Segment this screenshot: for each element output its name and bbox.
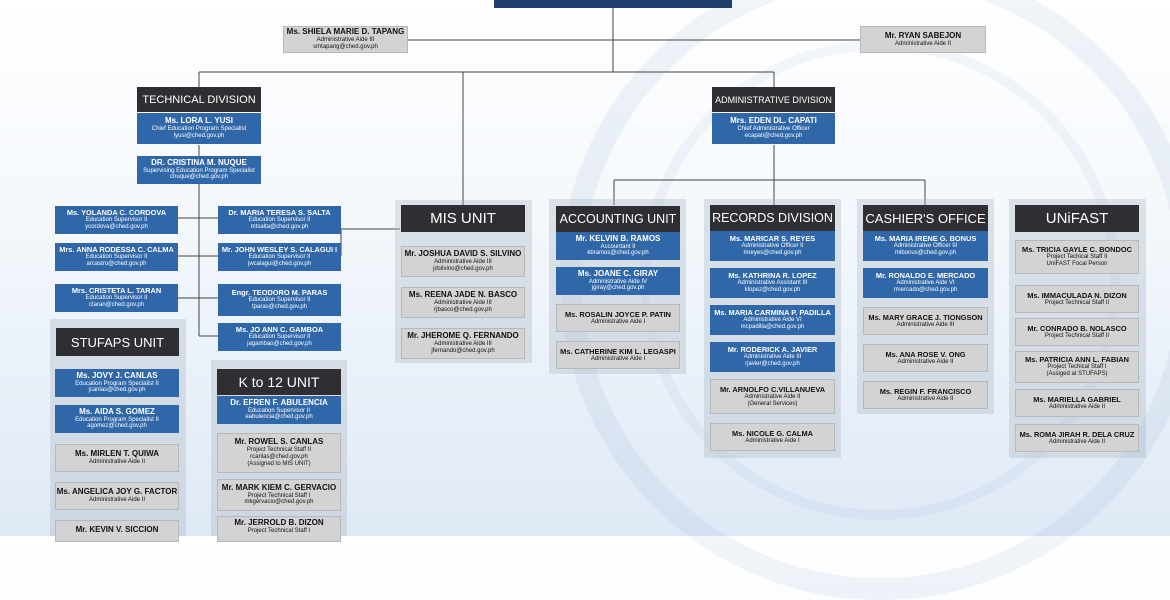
staff-title: Administrative Aide III — [896, 321, 955, 328]
staff-email: jgiray@ched.gov.ph — [591, 285, 645, 292]
staff-email: agomez@ched.gov.ph — [87, 423, 147, 430]
staff-title: Education Supervisor II — [85, 217, 148, 224]
mis-card-3 — [401, 328, 525, 359]
staff-email: mcpadilla@ched.gov.ph — [740, 324, 805, 331]
staff-name: Ms. MARY GRACE J. TIONGSON — [868, 312, 983, 322]
staff-title: Administrative Aide II — [744, 393, 801, 400]
staff-email: rmercado@ched.gov.ph — [893, 287, 958, 294]
accounting-header: ACCOUNTING UNIT — [556, 206, 680, 232]
staff-name: Mr. JERROLD B. DIZON — [234, 518, 324, 527]
staff-title: Project Technical Staff II — [246, 447, 312, 454]
unifast-card-4 — [1015, 351, 1139, 383]
staff-title: Education Supervisor II — [85, 254, 148, 261]
staff-title: Education Supervisor II — [248, 334, 311, 341]
staff-title: Administrative Aide II — [88, 459, 146, 466]
stufaps-header: STUFAPS UNIT — [56, 328, 179, 356]
technical-division-header: TECHNICAL DIVISION — [137, 87, 261, 112]
technical-right-card-1 — [218, 206, 341, 234]
staff-email: klopez@ched.gov.ph — [744, 287, 801, 294]
staff-note: (General Services) — [747, 400, 798, 407]
staff-email: mkgervacio@ched.gov.ph — [244, 499, 314, 506]
stufaps-card-2 — [55, 405, 179, 433]
staff-email: jwcalagui@ched.gov.ph — [247, 261, 312, 268]
staff-title: Accountant II — [600, 243, 636, 250]
staff-card-tapang — [283, 26, 408, 53]
staff-name: Dr. EFREN F. ABULENCIA — [230, 397, 328, 407]
staff-note: (Assiged at STUFAPS) — [1046, 371, 1108, 378]
staff-title: Education Supervisor II — [85, 295, 148, 302]
staff-email: tparas@ched.gov.ph — [251, 304, 307, 311]
staff-name: Mr. JOSHUA DAVID S. SILVINO — [404, 249, 522, 259]
staff-name: Ms. LORA L. YUSI — [164, 116, 233, 126]
staff-name: Ms. ROSALIN JOYCE P. PATIN — [565, 309, 671, 319]
admin-chief-card — [712, 113, 835, 144]
staff-email: rjbasco@ched.gov.ph — [434, 306, 492, 313]
staff-email: jagambao@ched.gov.ph — [247, 341, 312, 348]
cashier-header: CASHIER'S OFFICE — [863, 205, 988, 231]
staff-name: Mr. ARNOLFO C.VILLANUEVA — [719, 384, 826, 394]
staff-title: Administrative Assistant III — [737, 280, 808, 287]
staff-name: Ms. ROMA JIRAH R. DELA CRUZ — [1019, 429, 1135, 439]
staff-title: Administrative Aide III — [743, 354, 802, 361]
records-card-2 — [710, 268, 835, 298]
cashier-card-1 — [863, 231, 988, 261]
staff-title: Chief Administrative Officer — [737, 126, 810, 133]
staff-title: Education Supervisor II — [247, 407, 311, 414]
staff-title: Administrative Officer III — [893, 243, 958, 250]
staff-name: Mr. RONALDO E. MERCADO — [875, 271, 976, 281]
staff-title: Administrative Aide II — [1048, 403, 1106, 410]
stufaps-card-3 — [55, 444, 179, 472]
staff-title: Administrative Aide VI — [743, 317, 802, 324]
mis-card-2 — [401, 287, 525, 318]
staff-name: Ms. MARICAR S. REYES — [729, 234, 816, 244]
k12-head-card — [217, 396, 341, 424]
unifast-card-2 — [1015, 285, 1139, 313]
staff-title: Education Program Specialist II — [75, 380, 159, 387]
staff-name: Ms. JOVY J. CANLAS — [76, 370, 158, 380]
cashier-card-2 — [863, 268, 988, 298]
staff-name: Ms. SHIELA MARIE D. TAPANG — [286, 27, 405, 37]
k12-header: K to 12 UNIT — [217, 369, 341, 395]
staff-email: cnuque@ched.gov.ph — [169, 174, 229, 181]
staff-name: Mr. CONRADO B. NOLASCO — [1027, 323, 1127, 333]
staff-title: Administrative Aide I — [745, 437, 800, 444]
staff-name: Ms. ANA ROSE V. ONG — [885, 349, 966, 359]
staff-name: Ms. REENA JADE N. BASCO — [408, 290, 518, 300]
staff-title: Administrative Aide IV — [588, 278, 648, 285]
staff-name: Mr. RODERICK A. JAVIER — [727, 345, 818, 355]
staff-title: Administrative Aide II — [897, 395, 954, 402]
staff-title: Administrative Aide III — [434, 259, 492, 266]
unifast-card-5 — [1015, 389, 1139, 417]
stufaps-card-1 — [55, 369, 179, 397]
staff-name: Engr. TEODORO M. PARAS — [231, 288, 328, 298]
staff-title: Project Technical Staff I — [247, 492, 311, 499]
regional-director-box — [494, 0, 732, 8]
cashier-card-3 — [863, 307, 988, 335]
accounting-card-2 — [556, 267, 680, 295]
stufaps-card-4 — [55, 482, 179, 510]
staff-name: Mrs. EDEN DL. CAPATI — [730, 116, 817, 126]
staff-note: (Assigned to MIS UNIT) — [247, 460, 311, 467]
staff-name: Ms. NICOLE G. CALMA — [732, 428, 813, 438]
records-header: RECORDS DIVISION — [710, 205, 835, 231]
technical-left-card-2 — [55, 243, 178, 271]
staff-email: ctaran@ched.gov.ph — [88, 302, 144, 309]
staff-title: Project Techical Staff I — [1047, 364, 1107, 371]
staff-title: Administrative Aide III — [316, 37, 375, 44]
staff-name: Mr. JHEROME Q. FERNANDO — [407, 331, 519, 341]
mis-header: MIS UNIT — [401, 205, 525, 232]
staff-name: Ms. MARIELLA GABRIEL — [1033, 394, 1121, 404]
k12-staff-card-3 — [217, 516, 341, 542]
staff-name: Ms. MARIA IRENE G. BONUS — [874, 234, 977, 244]
staff-name: Mr. KELVIN B. RAMOS — [575, 233, 661, 243]
staff-title: Administrative Aide II — [897, 358, 954, 365]
k12-staff-card-2 — [217, 479, 341, 511]
staff-title: Project Technical Staff II — [1044, 332, 1110, 339]
records-card-4 — [710, 342, 835, 372]
k12-staff-card-1 — [217, 433, 341, 473]
mis-card-1 — [401, 246, 525, 277]
cashier-card-4 — [863, 344, 988, 372]
staff-note: UniFAST Focal Person — [1046, 261, 1108, 268]
staff-title: Administrative Aide II — [88, 497, 146, 504]
staff-name: DR. CRISTINA M. NUQUE — [151, 157, 247, 167]
accounting-card-1 — [556, 232, 680, 260]
staff-title: Education Program Specialist II — [75, 416, 159, 423]
staff-title: Administrative Aide II — [894, 40, 952, 47]
technical-chief-card — [137, 113, 261, 144]
staff-title: Project Technical Staff II — [1044, 299, 1110, 306]
staff-title: Administrative Aide II — [1048, 438, 1106, 445]
staff-name: Mr. KEVIN V. SICCION — [75, 525, 159, 534]
records-card-3 — [710, 305, 835, 335]
staff-email: jcanlas@ched.gov.ph — [88, 387, 146, 394]
staff-title: Project Technical Staff I — [247, 527, 311, 534]
staff-name: Mr. MARK KIEM C. GERVACIO — [221, 482, 337, 492]
staff-email: rcanlas@ched.gov.ph — [250, 454, 308, 461]
staff-name: Ms. ANGELICA JOY G. FACTOR — [56, 487, 178, 497]
technical-right-card-3 — [218, 284, 341, 316]
staff-email: ecapati@ched.gov.ph — [744, 132, 803, 139]
staff-title: Administrative Aide I — [590, 355, 646, 362]
staff-title: Administrative Aide VI — [896, 280, 955, 287]
staff-name: Ms. AIDA S. GOMEZ — [79, 406, 155, 416]
technical-left-card-1 — [55, 206, 178, 234]
staff-name: Mr. RYAN SABEJON — [884, 30, 962, 40]
staff-email: kbramos@ched.gov.ph — [587, 250, 649, 257]
records-card-5 — [710, 379, 835, 414]
staff-card-sabejon — [860, 26, 986, 53]
staff-email: mtsalta@ched.gov.ph — [250, 224, 309, 231]
staff-title: Administrative Officer II — [741, 243, 804, 250]
staff-name: Ms. PATRICIA ANN L. FABIAN — [1025, 355, 1129, 365]
unifast-header: UNiFAST — [1015, 205, 1139, 232]
staff-name: Ms. IMMACULADA N. DIZON — [1027, 290, 1127, 300]
staff-title: Education Supervisor II — [248, 217, 311, 224]
staff-name: Ms. REGIN F. FRANCISCO — [879, 386, 972, 396]
staff-title: Administrative Aide III — [434, 341, 492, 348]
staff-title: Education Supervisor II — [248, 297, 311, 304]
technical-left-card-3 — [55, 284, 178, 312]
staff-email: eabulencia@ched.gov.ph — [245, 414, 313, 421]
technical-right-card-4 — [218, 323, 341, 351]
staff-name: Ms. CATHERINE KIM L. LEGASPI — [560, 346, 676, 356]
staff-name: Ms. YOLANDA C. CORDOVA — [66, 208, 167, 218]
unifast-card-6 — [1015, 424, 1139, 452]
staff-email: mibonus@ched.gov.ph — [894, 250, 957, 257]
staff-name: Ms. KATHRINA R. LOPEZ — [728, 271, 817, 281]
staff-email: jdsilvino@ched.gov.ph — [433, 265, 493, 272]
staff-name: Ms. TRICIA GAYLE C. BONDOC — [1022, 245, 1132, 255]
staff-title: Chief Education Program Specialist — [151, 126, 247, 133]
staff-email: mreyes@ched.gov.ph — [743, 250, 802, 257]
staff-name: Mrs. CRISTETA L. TARAN — [71, 286, 162, 296]
staff-title: Supervising Education Program Specialist — [143, 167, 255, 174]
technical-supervising-card — [137, 156, 261, 184]
staff-title: Project Techical Staff II — [1046, 254, 1108, 261]
admin-division-header: ADMINISTRATIVE DIVISION — [712, 87, 835, 112]
stufaps-card-5 — [55, 520, 179, 542]
staff-name: Ms. JOANE C. GIRAY — [577, 268, 659, 278]
accounting-card-4 — [556, 341, 680, 369]
staff-name: Mrs. ANNA RODESSA C. CALMA — [59, 245, 174, 255]
staff-name: Ms. MARIA CARMINA P. PADILLA — [714, 308, 831, 318]
staff-email: rjavier@ched.gov.ph — [745, 361, 800, 368]
staff-name: Dr. MARIA TERESA S. SALTA — [228, 208, 331, 218]
staff-title: Administrative Aide III — [434, 300, 492, 307]
staff-email: jfernando@ched.gov.ph — [431, 347, 495, 354]
technical-right-card-2 — [218, 243, 341, 271]
staff-name: Ms. JO ANN C. GAMBOA — [235, 325, 324, 335]
staff-email: ycordova@ched.gov.ph — [85, 224, 148, 231]
staff-email: lyusi@ched.gov.ph — [173, 132, 225, 139]
records-card-6 — [710, 423, 835, 451]
staff-name: Ms. MIRLEN T. QUIWA — [75, 449, 159, 459]
staff-name: Mr. JOHN WESLEY S. CALAGUI I — [221, 245, 338, 255]
unifast-card-1 — [1015, 240, 1139, 274]
staff-email: arcastro@ched.gov.ph — [86, 261, 147, 268]
records-card-1 — [710, 231, 835, 261]
staff-title: Education Supervisor II — [248, 254, 311, 261]
staff-email: smtapang@ched.gov.ph — [313, 43, 378, 50]
accounting-card-3 — [556, 304, 680, 332]
cashier-card-5 — [863, 381, 988, 409]
unifast-card-3 — [1015, 318, 1139, 346]
staff-name: Mr. ROWEL S. CANLAS — [234, 437, 324, 447]
staff-title: Administrative Aide I — [590, 318, 646, 325]
